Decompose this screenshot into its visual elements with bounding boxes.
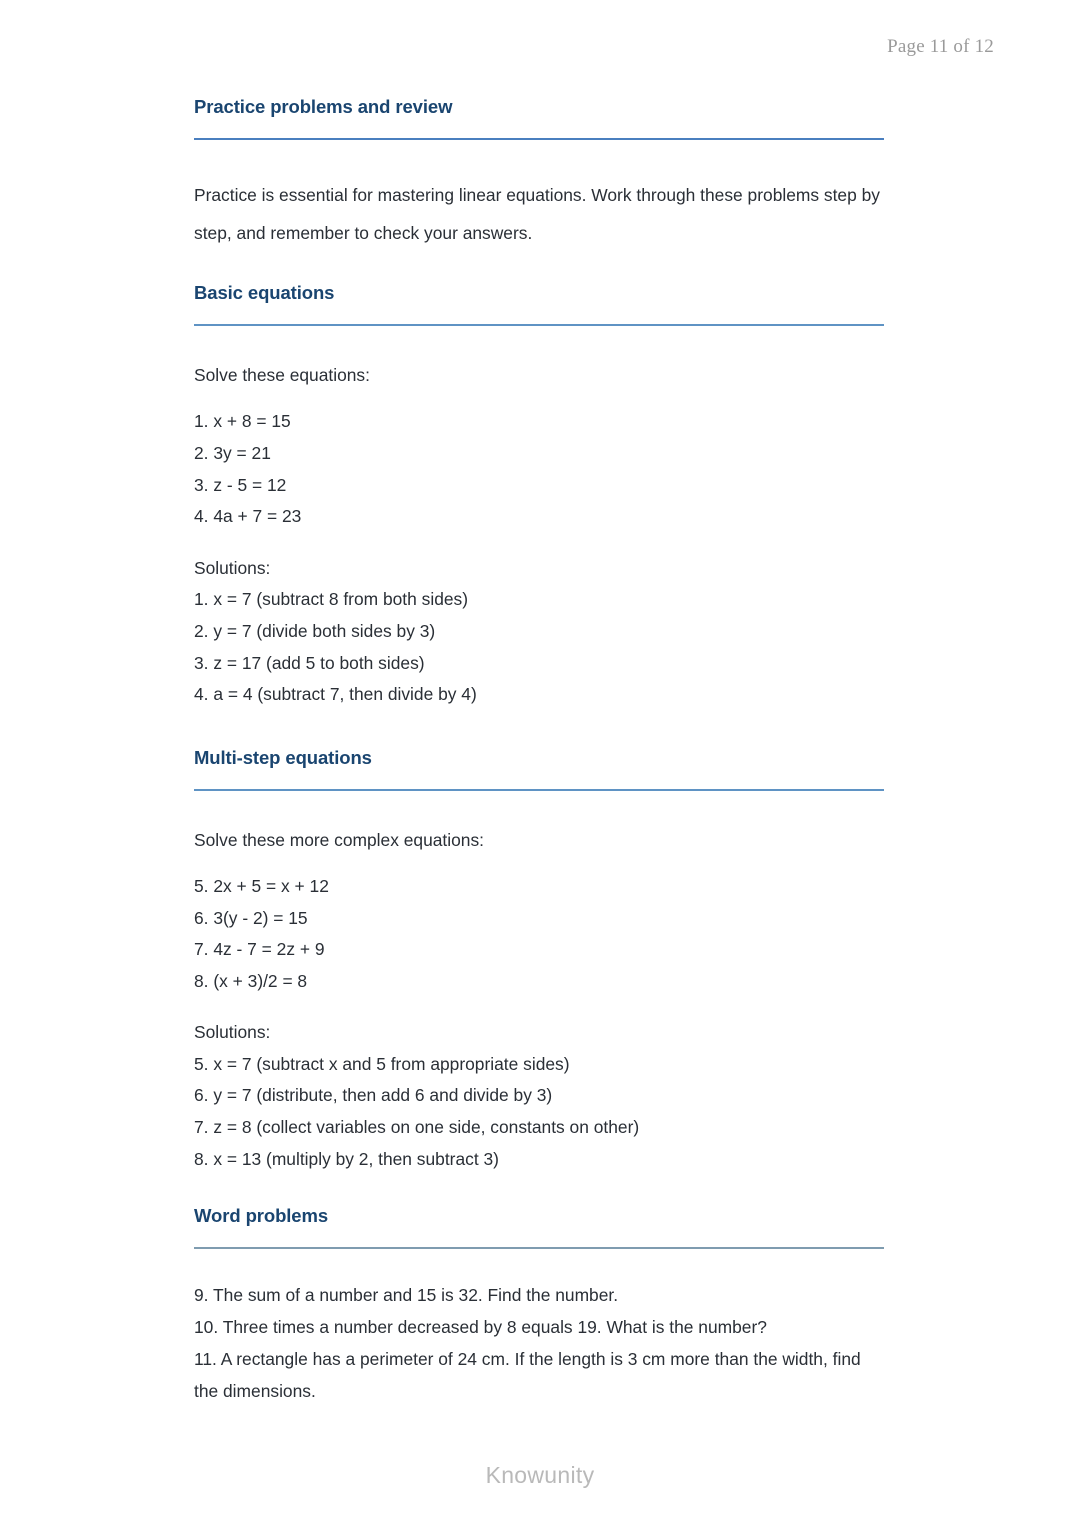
list-item: 7. z = 8 (collect variables on one side, constants on other)	[194, 1117, 640, 1138]
spacer	[194, 859, 884, 871]
watermark-knowunity: Knowunity	[485, 1462, 595, 1488]
section-heading-multi-step-equations: Multi-step equations	[194, 746, 372, 768]
intro-paragraph: Practice is essential for mastering linear equations. Work through these problems step by step, and remember to check your answers.	[194, 185, 880, 244]
list-item: 5. 2x + 5 = x + 12	[194, 875, 329, 896]
list-item: 4. a = 4 (subtract 7, then divide by 4)	[194, 684, 477, 705]
list-item: 6. 3(y - 2) = 15	[194, 907, 308, 928]
list-item: 2. 3y = 21	[194, 442, 271, 463]
section-heading-basic-equations: Basic equations	[194, 282, 335, 304]
prompt-basic-equations: Solve these equations:	[194, 365, 370, 386]
problem-list-multi-step-equations	[194, 871, 884, 997]
solution-list-basic-equations	[194, 584, 884, 710]
list-item: 1. x + 8 = 15	[194, 411, 291, 432]
list-item: 4. 4a + 7 = 23	[194, 506, 302, 527]
prompt-multi-step-equations: Solve these more complex equations:	[194, 829, 485, 850]
list-item: 2. y = 7 (divide both sides by 3)	[194, 620, 436, 641]
spacer	[194, 533, 884, 553]
spacer	[194, 326, 884, 356]
spacer	[194, 394, 884, 406]
spacer	[194, 252, 884, 282]
page-number: Page 11 of 12	[887, 36, 994, 57]
list-item: 3. z - 5 = 12	[194, 474, 287, 495]
list-item: 8. x = 13 (multiply by 2, then subtract 3)	[194, 1148, 499, 1169]
problem-list-basic-equations	[194, 406, 884, 532]
solution-list-multi-step-equations	[194, 1049, 884, 1175]
list-item: 7. 4z - 7 = 2z + 9	[194, 939, 325, 960]
solutions-label-basic-equations: Solutions:	[194, 557, 271, 578]
list-item: 11. A rectangle has a perimeter of 24 cm. If the length is 3 cm more than the width, find the dimensions.	[194, 1349, 861, 1402]
document-content	[194, 96, 884, 1407]
spacer	[194, 997, 884, 1017]
spacer	[194, 791, 884, 821]
page-title: Practice problems and review	[194, 96, 453, 117]
list-item: 10. Three times a number decreased by 8 equals 19. What is the number?	[194, 1317, 767, 1338]
list-item: 6. y = 7 (distribute, then add 6 and divide by 3)	[194, 1085, 553, 1106]
solutions-label-multi-step-equations: Solutions:	[194, 1022, 271, 1043]
list-item: 9. The sum of a number and 15 is 32. Find the number.	[194, 1285, 619, 1306]
problem-list-word-problems	[194, 1279, 884, 1407]
spacer	[194, 711, 884, 747]
spacer	[194, 1175, 884, 1205]
section-heading-word-problems: Word problems	[194, 1205, 329, 1227]
list-item: 8. (x + 3)/2 = 8	[194, 970, 308, 991]
spacer	[194, 1249, 884, 1279]
list-item: 1. x = 7 (subtract 8 from both sides)	[194, 589, 469, 610]
spacer	[194, 140, 884, 176]
list-item: 5. x = 7 (subtract x and 5 from appropriate sides)	[194, 1053, 570, 1074]
list-item: 3. z = 17 (add 5 to both sides)	[194, 652, 425, 673]
